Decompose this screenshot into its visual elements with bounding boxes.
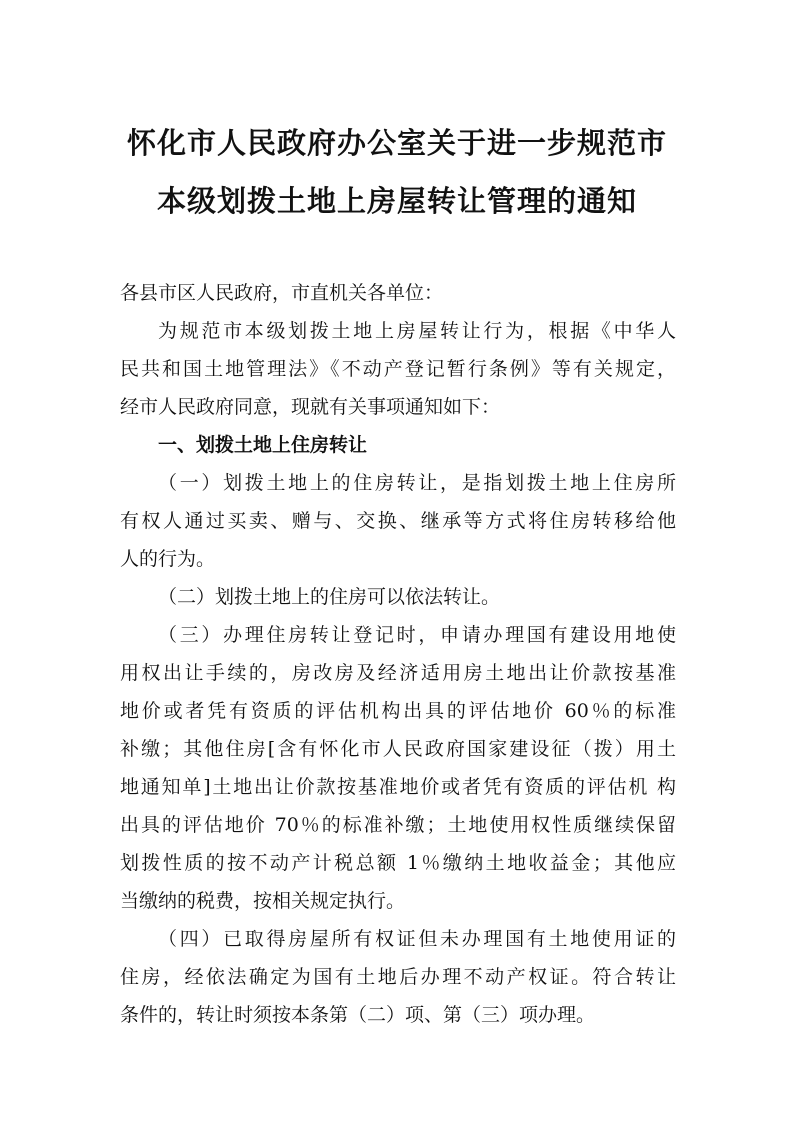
- clause-3-line: 用权出让手续的，房改房及经济适用房土地出让价款按基准: [120, 662, 676, 684]
- clause-3-line: 划拨性质的按不动产计税总额 1％缴纳土地收益金；其他应: [120, 852, 676, 874]
- clause-1-line: 人的行为。: [120, 548, 216, 570]
- clause-1-line: 有权人通过买卖、赠与、交换、继承等方式将住房转移给他: [120, 510, 676, 532]
- title-line-2: 本级划拨土地上房屋转让管理的通知: [156, 184, 637, 218]
- clause-2-line: （二）划拨土地上的住房可以依法转让。: [158, 586, 501, 608]
- clause-3-line: 地通知单]土地出让价款按基准地价或者凭有资质的评估机 构: [120, 776, 676, 798]
- document-title: [0, 128, 794, 244]
- clause-4-line: （四）已取得房屋所有权证但未办理国有土地使用证的: [158, 928, 676, 950]
- intro-paragraph-line: 经市人民政府同意，现就有关事项通知如下：: [120, 396, 501, 418]
- intro-paragraph-line: 为规范市本级划拨土地上房屋转让行为，根据《中华人: [158, 320, 676, 342]
- document-body: [120, 274, 676, 1034]
- clause-4-line: 条件的，转让时须按本条第（二）项、第（三）项办理。: [120, 1004, 596, 1026]
- clause-3-line: （三）办理住房转让登记时，申请办理国有建设用地使: [158, 624, 676, 646]
- clause-3-line: 地价或者凭有资质的评估机构出具的评估地价 60％的标准: [120, 700, 676, 722]
- section-heading: 一、划拨土地上住房转让: [158, 434, 368, 456]
- clause-4-line: 住房，经依法确定为国有土地后办理不动产权证。符合转让: [120, 966, 676, 988]
- clause-3-line: 出具的评估地价 70％的标准补缴；土地使用权性质继续保留: [120, 814, 676, 836]
- title-line-1: 怀化市人民政府办公室关于进一步规范市: [126, 126, 667, 160]
- intro-paragraph-line: 民共和国土地管理法》《不动产登记暂行条例》等有关规定，: [120, 358, 676, 380]
- clause-3-line: 补缴；其他住房[含有怀化市人民政府国家建设征（拨）用土: [120, 738, 676, 760]
- clause-3-line: 当缴纳的税费，按相关规定执行。: [120, 890, 406, 912]
- salutation: 各县市区人民政府，市直机关各单位：: [120, 282, 444, 304]
- clause-1-line: （一）划拨土地上的住房转让，是指划拨土地上住房所: [158, 472, 676, 494]
